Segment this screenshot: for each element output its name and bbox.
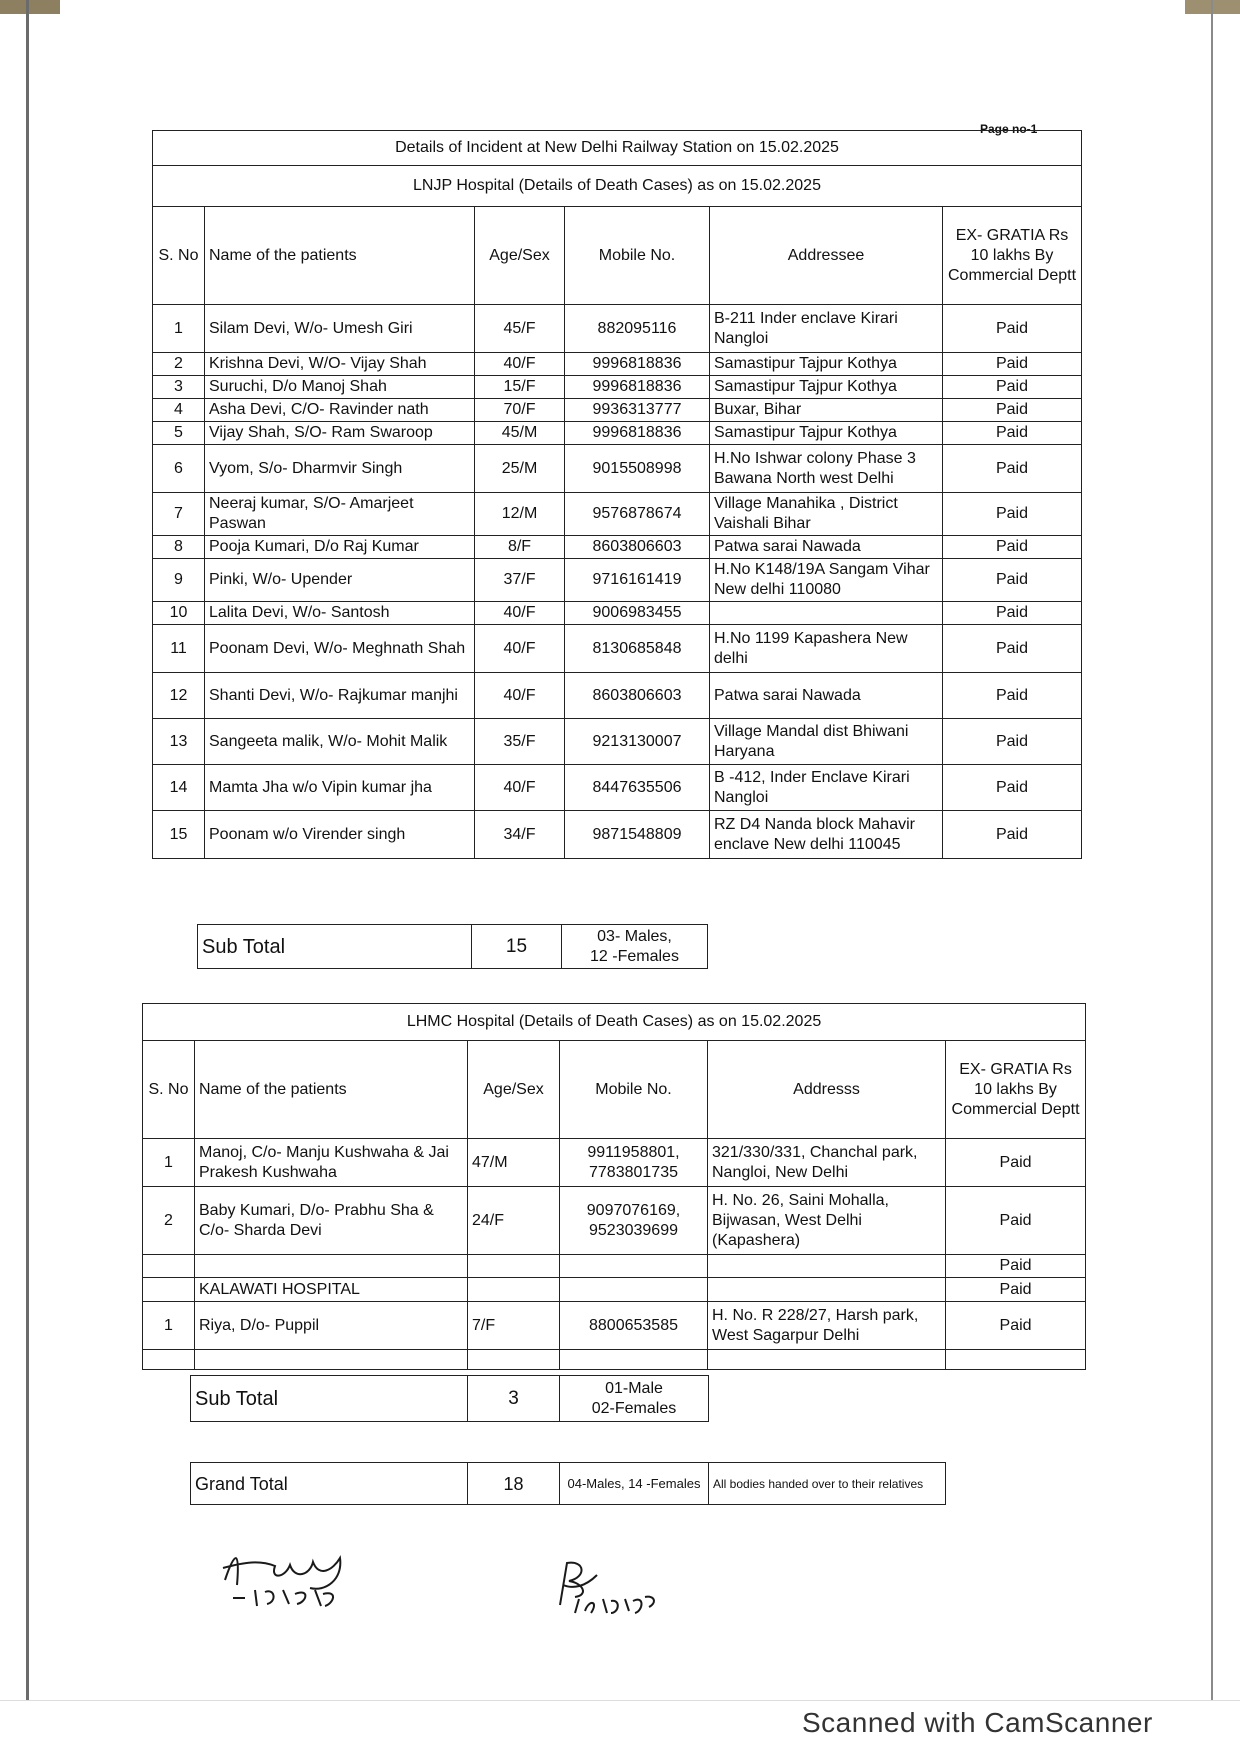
- col-age: Age/Sex: [475, 207, 565, 305]
- row-address: Patwa sarai Nawada: [710, 673, 943, 719]
- subtotal-breakdown: [560, 1376, 709, 1422]
- row-name: Riya, D/o- Puppil: [195, 1302, 468, 1350]
- table-row: [153, 376, 1082, 399]
- col-address: Addressee: [710, 207, 943, 305]
- subtotal-males: 01-Male: [605, 1379, 663, 1397]
- row-status: Paid: [943, 422, 1082, 445]
- signature-2: [545, 1555, 675, 1625]
- row-mobile: 9996818836: [565, 353, 710, 376]
- table-row: [153, 445, 1082, 493]
- table-row: [153, 493, 1082, 536]
- table-row: [153, 422, 1082, 445]
- col-sno: S. No: [153, 207, 205, 305]
- row-address: Village Manahika , District Vaishali Bihar: [710, 493, 943, 536]
- row-age: 40/F: [475, 625, 565, 673]
- row-age: 45/M: [475, 422, 565, 445]
- row-age: 34/F: [475, 811, 565, 859]
- row-mobile: 9996818836: [565, 422, 710, 445]
- row-mobile: 9936313777: [565, 399, 710, 422]
- table-row: [143, 1139, 1086, 1187]
- row-sno: 14: [153, 765, 205, 811]
- row-mobile: 9871548809: [565, 811, 710, 859]
- row-sno: 15: [153, 811, 205, 859]
- lhmc-subtotal: [190, 1375, 709, 1422]
- subtotal-label: Sub Total: [191, 1376, 468, 1422]
- row-mobile: 8800653585: [560, 1302, 708, 1350]
- grand-total-breakdown: 04-Males, 14 -Females: [560, 1463, 709, 1505]
- table-row: [153, 559, 1082, 602]
- row-status: Paid: [943, 811, 1082, 859]
- row-status: Paid: [946, 1187, 1086, 1255]
- row-age: 8/F: [475, 536, 565, 559]
- table-row: [153, 625, 1082, 673]
- table-row: [153, 353, 1082, 376]
- row-mobile: 9015508998: [565, 445, 710, 493]
- row-age: 15/F: [475, 376, 565, 399]
- row-address: H.No Ishwar colony Phase 3 Bawana North west Delhi: [710, 445, 943, 493]
- row-address: RZ D4 Nanda block Mahavir enclave New delhi 110045: [710, 811, 943, 859]
- row-name: Silam Devi, W/o- Umesh Giri: [205, 305, 475, 353]
- grand-total-note: All bodies handed over to their relatives: [709, 1463, 946, 1505]
- row-mobile: 8603806603: [565, 673, 710, 719]
- table-row-blank: [143, 1255, 1086, 1278]
- table-row: [153, 536, 1082, 559]
- grand-total-count: 18: [468, 1463, 560, 1505]
- row-status: Paid: [943, 493, 1082, 536]
- row-address: Village Mandal dist Bhiwani Haryana: [710, 719, 943, 765]
- row-age: 40/F: [475, 673, 565, 719]
- row-name: Pooja Kumari, D/o Raj Kumar: [205, 536, 475, 559]
- row-address: Patwa sarai Nawada: [710, 536, 943, 559]
- col-mobile: Mobile No.: [565, 207, 710, 305]
- row-mobile: 8130685848: [565, 625, 710, 673]
- row-mobile: 9097076169, 9523039699: [560, 1187, 708, 1255]
- row-status: Paid: [943, 559, 1082, 602]
- scan-corner-left: [0, 0, 60, 14]
- table-row: [153, 765, 1082, 811]
- row-address: H. No. 26, Saini Mohalla, Bijwasan, West Delhi (Kapashera): [708, 1187, 946, 1255]
- row-address: H.No 1199 Kapashera New delhi: [710, 625, 943, 673]
- row-sno: 9: [153, 559, 205, 602]
- row-status: Paid: [946, 1139, 1086, 1187]
- col-mobile: Mobile No.: [560, 1041, 708, 1139]
- row-sno: 1: [153, 305, 205, 353]
- row-age: 24/F: [468, 1187, 560, 1255]
- row-status: Paid: [946, 1278, 1086, 1302]
- subtotal-females: 02-Females: [591, 1399, 677, 1417]
- row-mobile: 882095116: [565, 305, 710, 353]
- row-sno: 2: [153, 353, 205, 376]
- row-address: Buxar, Bihar: [710, 399, 943, 422]
- subtotal-breakdown: [562, 925, 708, 969]
- row-sno: 8: [153, 536, 205, 559]
- row-status: Paid: [943, 376, 1082, 399]
- row-address: Samastipur Tajpur Kothya: [710, 376, 943, 399]
- row-mobile: 9911958801, 7783801735: [560, 1139, 708, 1187]
- row-age: 40/F: [475, 765, 565, 811]
- row-name: Asha Devi, C/O- Ravinder nath: [205, 399, 475, 422]
- row-mobile: 9213130007: [565, 719, 710, 765]
- signature-1: [215, 1540, 365, 1610]
- scan-edge-right: [1211, 0, 1213, 1700]
- row-sno: 6: [153, 445, 205, 493]
- row-name: Pinki, W/o- Upender: [205, 559, 475, 602]
- row-status: Paid: [943, 625, 1082, 673]
- row-age: 40/F: [475, 602, 565, 625]
- col-name: Name of the patients: [205, 207, 475, 305]
- row-age: 12/M: [475, 493, 565, 536]
- row-sno: 13: [153, 719, 205, 765]
- row-status: Paid: [943, 445, 1082, 493]
- row-name: Suruchi, D/o Manoj Shah: [205, 376, 475, 399]
- row-age: 45/F: [475, 305, 565, 353]
- row-status: Paid: [943, 399, 1082, 422]
- row-status: Paid: [946, 1255, 1086, 1278]
- row-name: Krishna Devi, W/O- Vijay Shah: [205, 353, 475, 376]
- lnjp-heading: LNJP Hospital (Details of Death Cases) as on 15.02.2025: [153, 166, 1082, 207]
- table-row: [153, 719, 1082, 765]
- row-mobile: 9006983455: [565, 602, 710, 625]
- row-status: Paid: [943, 536, 1082, 559]
- lhmc-heading: LHMC Hospital (Details of Death Cases) as on 15.02.2025: [143, 1004, 1086, 1041]
- row-sno: 4: [153, 399, 205, 422]
- row-sno: 12: [153, 673, 205, 719]
- table-row: [143, 1187, 1086, 1255]
- grand-total: [190, 1462, 946, 1505]
- row-status: Paid: [943, 353, 1082, 376]
- kalawati-heading-row: [143, 1278, 1086, 1302]
- table-row: [153, 602, 1082, 625]
- page-number: Page no-1: [980, 122, 1038, 136]
- row-address: H.No K148/19A Sangam Vihar New delhi 110080: [710, 559, 943, 602]
- row-address: [710, 602, 943, 625]
- row-age: 47/M: [468, 1139, 560, 1187]
- row-status: Paid: [943, 765, 1082, 811]
- row-sno: 7: [153, 493, 205, 536]
- row-address: 321/330/331, Chanchal park, Nangloi, New Delhi: [708, 1139, 946, 1187]
- row-name: Neeraj kumar, S/O- Amarjeet Paswan: [205, 493, 475, 536]
- lhmc-table: [142, 1003, 1086, 1370]
- row-age: 70/F: [475, 399, 565, 422]
- row-name: Baby Kumari, D/o- Prabhu Sha & C/o- Sharda Devi: [195, 1187, 468, 1255]
- row-status: Paid: [943, 719, 1082, 765]
- row-address: Samastipur Tajpur Kothya: [710, 422, 943, 445]
- row-address: H. No. R 228/27, Harsh park, West Sagarpur Delhi: [708, 1302, 946, 1350]
- row-mobile: 8447635506: [565, 765, 710, 811]
- row-age: 35/F: [475, 719, 565, 765]
- row-address: B -412, Inder Enclave Kirari Nangloi: [710, 765, 943, 811]
- row-name: Lalita Devi, W/o- Santosh: [205, 602, 475, 625]
- row-age: 7/F: [468, 1302, 560, 1350]
- col-name: Name of the patients: [195, 1041, 468, 1139]
- row-name: Shanti Devi, W/o- Rajkumar manjhi: [205, 673, 475, 719]
- table-row: [153, 305, 1082, 353]
- col-exgratia: EX- GRATIA Rs 10 lakhs By Commercial Deptt: [943, 207, 1082, 305]
- table-row-blank: [143, 1350, 1086, 1370]
- col-age: Age/Sex: [468, 1041, 560, 1139]
- row-sno: 3: [153, 376, 205, 399]
- document-title: Details of Incident at New Delhi Railway Station on 15.02.2025: [153, 131, 1082, 166]
- row-address: B-211 Inder enclave Kirari Nangloi: [710, 305, 943, 353]
- row-mobile: 9996818836: [565, 376, 710, 399]
- lnjp-rows: [153, 305, 1082, 859]
- subtotal-females: 12 -Females: [590, 947, 679, 965]
- row-age: 25/M: [475, 445, 565, 493]
- row-name: Poonam Devi, W/o- Meghnath Shah: [205, 625, 475, 673]
- row-mobile: 9576878674: [565, 493, 710, 536]
- row-name: Vyom, S/o- Dharmvir Singh: [205, 445, 475, 493]
- row-mobile: 9716161419: [565, 559, 710, 602]
- row-status: Paid: [943, 305, 1082, 353]
- row-status: Paid: [946, 1302, 1086, 1350]
- scan-edge-left: [26, 0, 29, 1700]
- row-sno: 1: [143, 1139, 195, 1187]
- row-name: Sangeeta malik, W/o- Mohit Malik: [205, 719, 475, 765]
- row-name: Manoj, C/o- Manju Kushwaha & Jai Prakesh Kushwaha: [195, 1139, 468, 1187]
- row-sno: 11: [153, 625, 205, 673]
- row-sno: 10: [153, 602, 205, 625]
- row-status: Paid: [943, 602, 1082, 625]
- row-name: Poonam w/o Virender singh: [205, 811, 475, 859]
- camscanner-watermark: Scanned with CamScanner: [802, 1707, 1153, 1738]
- row-age: 40/F: [475, 353, 565, 376]
- col-address: Addresss: [708, 1041, 946, 1139]
- grand-total-label: Grand Total: [191, 1463, 468, 1505]
- subtotal-males: 03- Males,: [597, 927, 672, 945]
- row-age: 37/F: [475, 559, 565, 602]
- col-sno: S. No: [143, 1041, 195, 1139]
- row-sno: 5: [153, 422, 205, 445]
- table-row: [153, 811, 1082, 859]
- row-sno: 2: [143, 1187, 195, 1255]
- subtotal-label: Sub Total: [198, 925, 472, 969]
- row-name: Mamta Jha w/o Vipin kumar jha: [205, 765, 475, 811]
- table-row: [143, 1302, 1086, 1350]
- row-status: Paid: [943, 673, 1082, 719]
- table-row: [153, 673, 1082, 719]
- lnjp-table: [152, 130, 1082, 859]
- row-address: Samastipur Tajpur Kothya: [710, 353, 943, 376]
- lnjp-subtotal: [197, 924, 708, 969]
- col-exgratia: EX- GRATIA Rs 10 lakhs By Commercial Deptt: [946, 1041, 1086, 1139]
- table-row: [153, 399, 1082, 422]
- row-name: Vijay Shah, S/O- Ram Swaroop: [205, 422, 475, 445]
- row-mobile: 8603806603: [565, 536, 710, 559]
- kalawati-heading: KALAWATI HOSPITAL: [195, 1278, 468, 1302]
- row-sno: 1: [143, 1302, 195, 1350]
- subtotal-count: 3: [468, 1376, 560, 1422]
- subtotal-count: 15: [472, 925, 562, 969]
